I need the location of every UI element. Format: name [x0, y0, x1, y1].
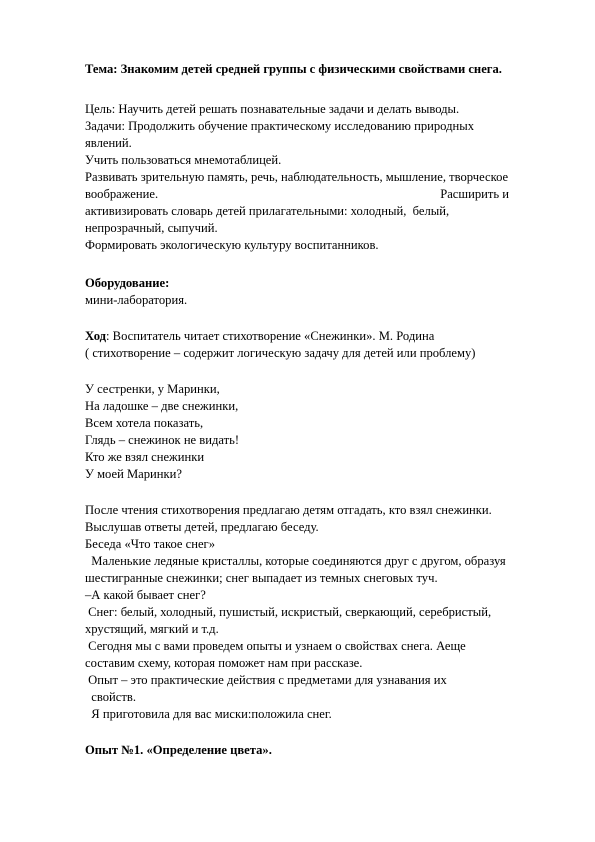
tasks-line: Развивать зрительную память, речь, наблюдательность, мышление, творческое	[85, 170, 509, 184]
process-label: Ход	[85, 329, 107, 343]
poem-line: Всем хотела показать,	[85, 416, 204, 430]
tasks-line: активизировать словарь детей прилагательными: холодный, белый,	[85, 204, 450, 218]
body-line: Снег: белый, холодный, пушистый, искристый, сверкающий, серебристый,	[85, 605, 492, 619]
body-line: Я приготовила для вас миски:положила снег.	[85, 707, 332, 721]
experiment-heading: Опыт №1. «Определение цвета».	[85, 743, 272, 757]
tasks-line: непрозрачный, сыпучий.	[85, 221, 218, 235]
tasks-line-cont: явлений.	[85, 136, 132, 150]
tasks-line-right: Расширить и	[440, 187, 509, 201]
poem-line: Кто же взял снежинки	[85, 450, 205, 464]
process-text: : Воспитатель читает стихотворение «Снежинки». М. Родина	[106, 329, 435, 343]
body-line: свойств.	[85, 690, 136, 704]
tasks-line: Задачи: Продолжить обучение практическому исследованию природных	[85, 119, 475, 133]
poem-line: Глядь – снежинок не видать!	[85, 433, 240, 447]
body-line: шестигранные снежинки; снег выпадает из темных снеговых туч.	[85, 571, 438, 585]
poem-line: У сестренки, у Маринки,	[85, 382, 220, 396]
poem-line: На ладошке – две снежинки,	[85, 399, 239, 413]
body-line: Сегодня мы с вами проведем опыты и узнаем о свойствах снега. Аеще	[85, 639, 466, 653]
poem-line: У моей Маринки?	[85, 467, 182, 481]
process-line	[85, 328, 434, 345]
process-note: ( стихотворение – содержит логическую задачу для детей или проблему)	[85, 346, 476, 360]
body-line: Маленькие ледяные кристаллы, которые соединяются друг с другом, образуя	[85, 554, 506, 568]
body-line: Беседа «Что такое снег»	[85, 537, 216, 551]
tasks-line: воображение.	[85, 187, 159, 201]
body-line: Выслушав ответы детей, предлагаю беседу.	[85, 520, 319, 534]
body-line: –А какой бывает снег?	[85, 588, 206, 602]
document-title: Тема: Знакомим детей средней группы с физическими свойствами снега.	[85, 62, 502, 76]
goal-line: Цель: Научить детей решать познавательные задачи и делать выводы.	[85, 102, 460, 116]
equipment-heading: Оборудование:	[85, 276, 170, 290]
body-line: составим схему, которая поможет нам при рассказе.	[85, 656, 363, 670]
tasks-line: Формировать экологическую культуру воспитанников.	[85, 238, 379, 252]
body-line: хрустящий, мягкий и т.д.	[85, 622, 219, 636]
equipment-text: мини-лаборатория.	[85, 293, 188, 307]
body-line: Опыт – это практические действия с предметами для узнавания их	[85, 673, 447, 687]
tasks-line: Учить пользоваться мнемотаблицей.	[85, 153, 282, 167]
body-line: После чтения стихотворения предлагаю детям отгадать, кто взял снежинки.	[85, 503, 492, 517]
